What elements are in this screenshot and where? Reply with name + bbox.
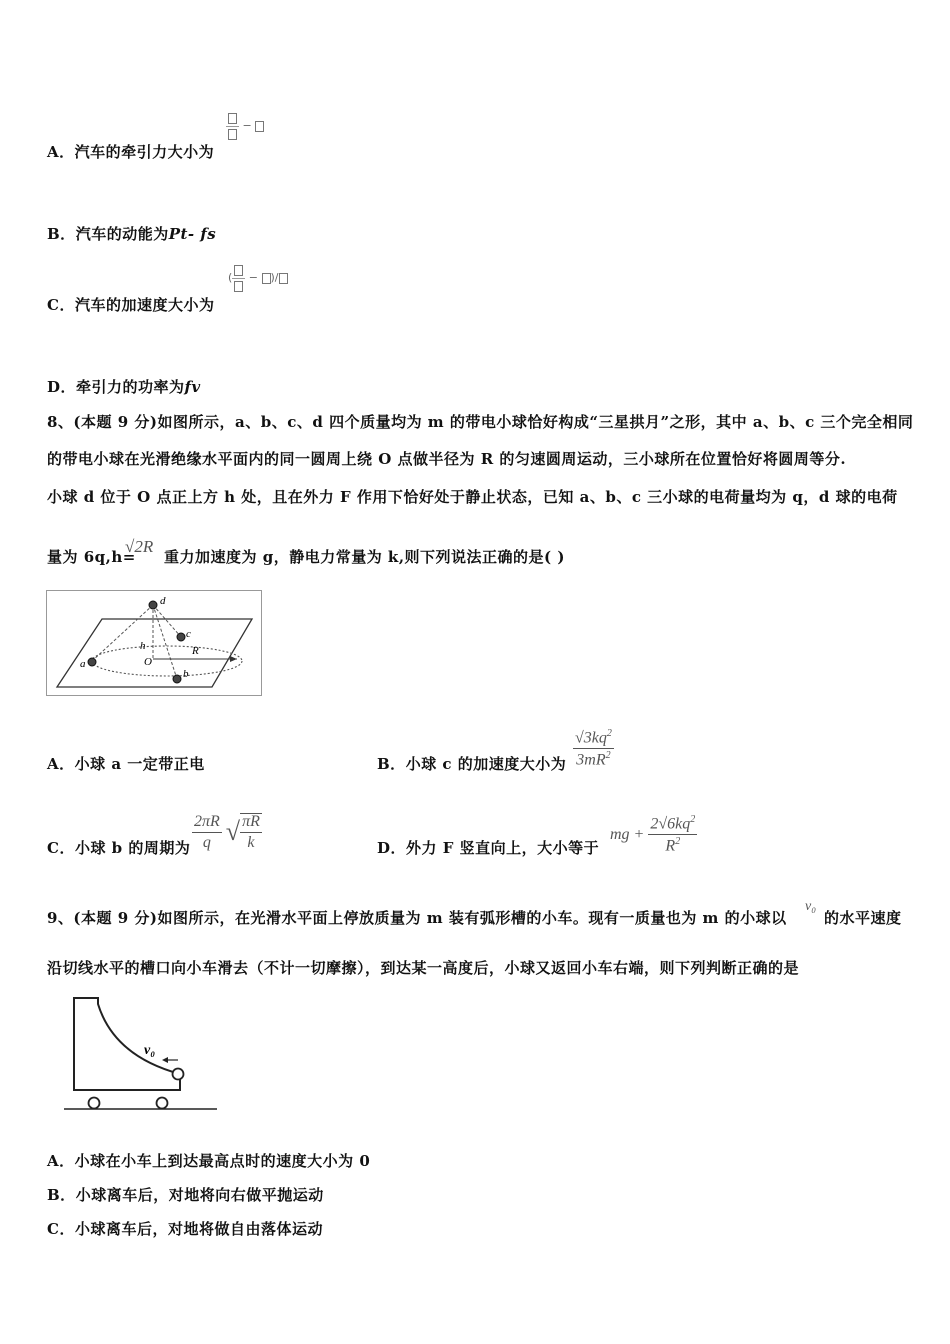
v0-symbol: v₀ [805,899,817,914]
label-b: b [183,668,189,680]
q9-stem-line1b: 的水平速度 [824,909,902,927]
label-R: R [192,645,199,657]
q9-figure [62,992,222,1114]
figure-v0-label: v₀ [144,1043,156,1058]
q8-stem-line4b: 重力加速度为 g，静电力常量为 k,则下列说法正确的是( ) [164,548,565,566]
label-d: d [160,595,166,607]
label-a: a [80,658,86,670]
q9-option-c[interactable]: C．小球离车后，对地将做自由落体运动 [47,1220,323,1238]
q8-stem-line3: 小球 d 位于 O 点正上方 h 处，且在外力 F 作用下恰好处于静止状态，已知 a、b、c 三小球的电荷量均为 q，d 球的电荷 [47,488,898,506]
q7-option-a[interactable]: A．汽车的牵引力大小为 [47,143,215,161]
cart-diagram [62,992,222,1114]
q8-option-d[interactable]: D．外力 F 竖直向上，大小等于 [377,839,600,857]
q9-option-a[interactable]: A．小球在小车上到达最高点时的速度大小为 0 [47,1152,371,1170]
q9-stem-line1: 9、(本题 9 分)如图所示，在光滑水平面上停放质量为 m 装有弧形槽的小车。现有一质量也为 m 的小球以 [47,909,787,927]
formula-d: mg + $\frac{2√6kq^2}{R^2}$ [610,814,696,855]
q7-option-b[interactable]: B．汽车的动能为Pt- fs [47,225,217,243]
q8-option-a[interactable]: A．小球 a 一定带正电 [47,755,205,773]
formula-a-image: − [226,112,264,140]
formula-c: $\frac{2\pi R}{q}$ √ $\frac{\pi R}{k}$ [194,812,260,851]
q7-option-c[interactable]: C．汽车的加速度大小为 [47,296,215,314]
q8-stem-line2: 的带电小球在光滑绝缘水平面内的同一圆周上绕 O 点做半径为 R 的匀速圆周运动，三小球所在位置恰好将圆周等分. [47,450,847,468]
q9-stem-line2: 沿切线水平的槽口向小车滑去（不计一切摩擦），到达某一高度后，小球又返回小车右端，则下列判断正确的是 [47,959,800,977]
q7-option-d[interactable]: D．牵引力的功率为fv [47,378,201,396]
h-value: √2R [125,537,154,556]
formula-b: $\frac{√3kq^2}{3mR^2}$ [575,728,612,769]
q8-stem-line1: 8、(本题 9 分)如图所示，a、b、c、d 四个质量均为 m 的带电小球恰好构成“三星拱月”之形，其中 a、b、c 三个完全相同 [47,413,914,431]
q9-option-b[interactable]: B．小球离车后，对地将向右做平抛运动 [47,1186,324,1204]
formula-c-image: ( − )/ [228,264,288,292]
q8-option-c[interactable]: C．小球 b 的周期为 [47,839,191,857]
q8-figure [46,590,262,696]
label-O: O [144,656,152,668]
q8-stem-line4: 量为 6q,h= [47,548,136,566]
label-h: h [140,640,146,652]
q8-option-b[interactable]: B．小球 c 的加速度大小为 [377,755,567,773]
three-stars-diagram [47,591,261,695]
label-c: c [186,628,191,640]
